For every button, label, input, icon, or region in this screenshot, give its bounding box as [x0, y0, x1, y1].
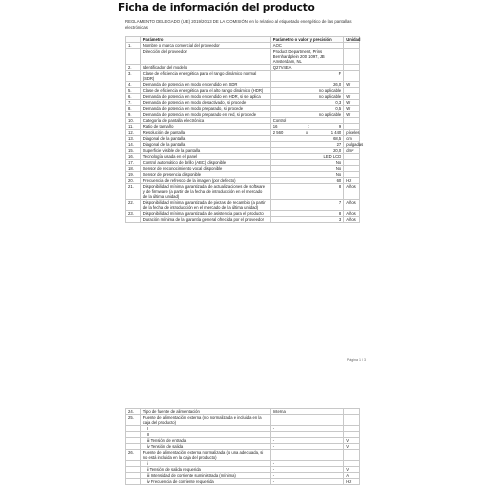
row-parameter: Dirección del proveedor: [140, 49, 270, 65]
row-value: Control: [270, 118, 343, 124]
row-value: -: [270, 467, 343, 473]
row-number: 14.: [126, 142, 141, 148]
row-parameter: Tecnología usada en el panel: [140, 154, 270, 160]
row-number: 10.: [126, 118, 141, 124]
row-number: 3.: [126, 71, 141, 82]
row-unit: V: [344, 444, 360, 450]
row-value: No: [270, 172, 343, 178]
ratio-part: 2 560: [272, 130, 284, 135]
row-unit: W: [344, 106, 360, 112]
document-title: Ficha de información del producto: [118, 2, 315, 14]
row-parameter: Demanda de potencia en modo preparado en red, si procede: [140, 112, 270, 118]
row-number: 6.: [126, 94, 141, 100]
row-parameter: Clase de eficiencia energética para el alto rango dinámico (HDR): [140, 88, 270, 94]
row-parameter: Demanda de potencia en modo preparado, si procede: [140, 106, 270, 112]
row-number: 19.: [126, 172, 141, 178]
row-parameter: Fuente de alimentación externa (no normalizada e incluida en la caja del producto): [140, 415, 270, 426]
ratio-part: :: [307, 124, 309, 129]
table-row: [126, 94, 360, 100]
row-number: 9.: [126, 112, 141, 118]
row-number: 15.: [126, 148, 141, 154]
row-number: 7.: [126, 100, 141, 106]
row-unit: Años: [344, 217, 360, 223]
row-unit: dm²: [344, 148, 360, 154]
row-parameter: Demanda de potencia en modo encendido en SDR: [140, 82, 270, 88]
spec-table-continued: [125, 408, 360, 485]
row-parameter: Nombre o marca comercial del proveedor: [140, 43, 270, 49]
datasheet-page-1: [117, 0, 370, 371]
row-number: 16.: [126, 154, 141, 160]
row-value: -: [270, 444, 343, 450]
regulation-reference: REGLAMENTO DELEGADO (UE) 2019/2013 DE LA COMISIÓN en lo relativo al etiquetado energético de las pantallas electrónicas: [125, 19, 352, 30]
table-row: [126, 49, 360, 65]
row-number: 20.: [126, 178, 141, 184]
row-parameter: Fuente de alimentación externa normalizada (o una adecuada, si no está incluida en la caja del producto): [140, 450, 270, 461]
row-parameter: Disponibilidad mínima garantizada de actualizaciones de software y de firmware (a partir de la fecha de introducción en el mercado de la última unidad): [140, 184, 270, 200]
row-value: -: [270, 473, 343, 479]
row-unit: W: [344, 82, 360, 88]
table-row: [126, 184, 360, 200]
row-parameter: Superficie visible de la pantalla: [140, 148, 270, 154]
row-unit: W: [344, 112, 360, 118]
row-value: 7: [270, 200, 343, 211]
row-value: Interna: [270, 409, 343, 415]
row-parameter: Demanda de potencia en modo desactivado, si procede: [140, 100, 270, 106]
row-value: 0,3: [270, 100, 343, 106]
row-unit: [344, 450, 360, 461]
row-value: -: [270, 461, 343, 467]
row-unit: Años: [344, 200, 360, 211]
row-unit: pulgadas: [344, 142, 360, 148]
row-parameter: I: [140, 426, 270, 432]
table-row: [126, 415, 360, 426]
row-number: 21.: [126, 184, 141, 200]
row-number: 26.: [126, 450, 141, 461]
row-parameter: iii Tensión de entrada: [140, 438, 270, 444]
row-parameter: II: [140, 432, 270, 438]
table-row: [126, 112, 360, 118]
row-value: [270, 415, 343, 426]
row-parameter: i: [140, 461, 270, 467]
row-number: 25.: [126, 415, 141, 426]
row-value: [270, 450, 343, 461]
spec-table: [125, 36, 364, 223]
row-value: 8: [270, 211, 343, 217]
row-parameter: Duración mínima de la garantía general ofrecida por el proveedor: [140, 217, 270, 223]
row-unit: [344, 71, 360, 82]
table-row: [126, 479, 360, 485]
header-unit: Unidad: [344, 37, 360, 43]
row-parameter: Identificador del modelo: [140, 65, 270, 71]
row-parameter: Frecuencia de refresco de la imagen (por defecto): [140, 178, 270, 184]
row-value: -: [270, 479, 343, 485]
row-value: no aplicable: [270, 112, 343, 118]
row-parameter: Ratio de tamaño: [140, 124, 270, 130]
row-parameter: Demanda de potencia en modo encendido en HDR, si se aplica: [140, 94, 270, 100]
header-parameter: Parámetro: [140, 37, 270, 43]
row-unit: W: [344, 100, 360, 106]
row-parameter: Diagonal de la pantalla: [140, 142, 270, 148]
row-parameter: Disponibilidad mínima garantizada de piezas de recambio (a partir de la fecha de introducción en el mercado de la última unidad): [140, 200, 270, 211]
table-row: [126, 217, 360, 223]
row-unit: Años: [344, 184, 360, 200]
ratio-part: 1 440: [330, 130, 342, 135]
row-value: Q27V4EA: [270, 65, 343, 71]
row-parameter: Disponibilidad mínima garantizada de asistencia para el producto: [140, 211, 270, 217]
row-value: -: [270, 438, 343, 444]
ratio-part: x: [305, 130, 309, 135]
row-number: [126, 217, 141, 223]
row-number: 13.: [126, 136, 141, 142]
row-unit: [344, 415, 360, 426]
header-value: Parámetro o valor y precisión: [270, 37, 343, 43]
row-number: [126, 49, 141, 65]
row-value: 20,0: [270, 148, 343, 154]
row-value: 26,0: [270, 82, 343, 88]
table-row: [126, 88, 360, 94]
row-parameter: iv Frecuencia de corriente requerida: [140, 479, 270, 485]
table-row: [126, 71, 360, 82]
row-value: 0,5: [270, 106, 343, 112]
row-value: F: [270, 71, 343, 82]
row-parameter: iv Tensión de salida: [140, 444, 270, 450]
row-unit: Hz: [344, 178, 360, 184]
row-value: No: [270, 166, 343, 172]
row-value: LED LCD: [270, 154, 343, 160]
row-number: 17.: [126, 160, 141, 166]
row-number: [126, 479, 141, 485]
page-number: Página 1 / 3: [346, 358, 366, 362]
row-number: 1.: [126, 43, 141, 49]
row-parameter: Sensor de presencia disponible: [140, 172, 270, 178]
row-unit: píxeles: [344, 130, 360, 136]
row-number: 4.: [126, 82, 141, 88]
row-value: 27: [270, 142, 343, 148]
datasheet-page-2: [117, 405, 370, 498]
row-unit: A: [344, 473, 360, 479]
row-parameter: Categoría de pantalla electrónica: [140, 118, 270, 124]
row-number: 23.: [126, 211, 141, 217]
row-value: 8: [270, 184, 343, 200]
row-parameter: Resolución de pantalla: [140, 130, 270, 136]
row-value: 60: [270, 178, 343, 184]
row-parameter: Clase de eficiencia energética para el rango dinámico normal (SDR): [140, 71, 270, 82]
row-number: 12.: [126, 130, 141, 136]
row-value: no aplicable: [270, 94, 343, 100]
row-parameter: Control automático de brillo (ABC) disponible: [140, 160, 270, 166]
row-unit: Años: [344, 211, 360, 217]
row-parameter: Sensor de reconocimiento vocal disponible: [140, 166, 270, 172]
row-unit: V: [344, 467, 360, 473]
row-parameter: ii Tensión de salida requerida: [140, 467, 270, 473]
row-unit: [344, 49, 360, 65]
ratio-part: 16: [272, 124, 278, 129]
row-number: 2.: [126, 65, 141, 71]
row-value: 68,5: [270, 136, 343, 142]
row-value: no aplicable: [270, 88, 343, 94]
row-number: 5.: [126, 88, 141, 94]
row-value: [270, 130, 343, 136]
table-row: [126, 450, 360, 461]
table-row: [126, 200, 360, 211]
row-value: 3: [270, 217, 343, 223]
row-parameter: Diagonal de la pantalla: [140, 136, 270, 142]
row-number: 18.: [126, 166, 141, 172]
row-parameter: Tipo de fuente de alimentación: [140, 409, 270, 415]
row-value: -: [270, 426, 343, 432]
row-parameter: iii Intensidad de corriente suministrada (mínima): [140, 473, 270, 479]
row-number: 11.: [126, 124, 141, 130]
row-number: 24.: [126, 409, 141, 415]
row-value: No: [270, 160, 343, 166]
ratio-part: 9: [338, 124, 342, 129]
row-value: Product Department, Prins Bernhardplein 200 1097, JB Amsterdam, NL: [270, 49, 343, 65]
row-value: AOC: [270, 43, 343, 49]
row-unit: V: [344, 438, 360, 444]
row-unit: cm: [344, 136, 360, 142]
row-unit: Hz: [344, 479, 360, 485]
row-unit: W: [344, 94, 360, 100]
row-number: 22.: [126, 200, 141, 211]
row-number: 8.: [126, 106, 141, 112]
